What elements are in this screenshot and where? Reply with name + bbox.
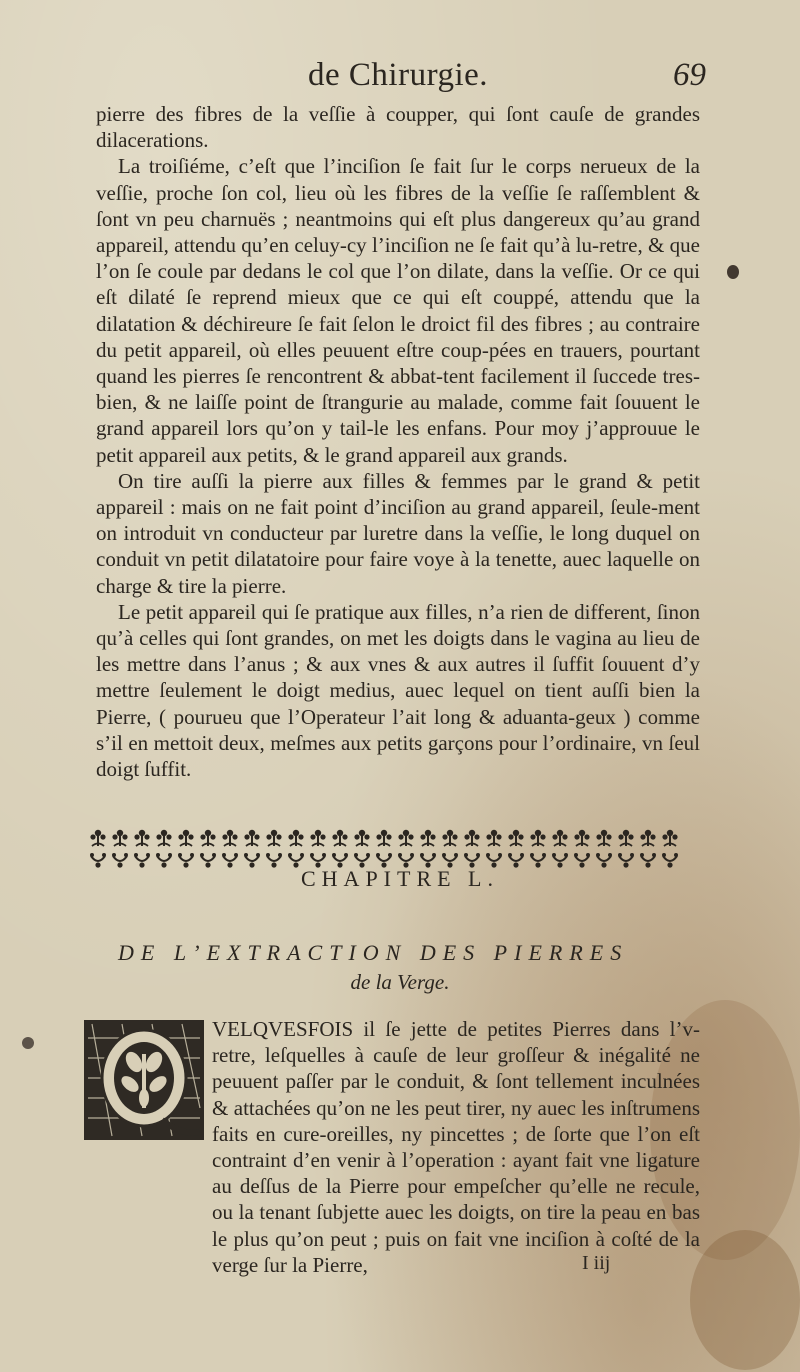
chapter-body <box>96 1016 700 1278</box>
paragraph: On tire auſſi la pierre aux filles & femmes par le grand & petit appareil : mais on ne fait point d’inciſion au grand appareil, ſeule-ment on introduit vn conducteur par luretre dans la veſſie, le long duquel on conduit vn petit dilatatoire pour faire voye à la tenette, auec laquelle on charge & tire la pierre. <box>96 468 700 598</box>
page-number: 69 <box>673 57 706 93</box>
paper-stain <box>690 1230 800 1370</box>
chapter-heading: CHAPITRE L. <box>301 866 499 891</box>
paragraph: La troiſiéme, c’eſt que l’inciſion ſe fait ſur le corps nerueux de la veſſie, proche ſon col, lieu où les fibres de la veſſie ſe raſſemblent & ſont vn peu charnuës ; neantmoins qui eſt plus dangereux qu’au grand appareil, attendu qu’en celuy-cy l’inciſion ne ſe fait qu’à lu-retre, & que l’on ſe coule par dedans le col que l’on dilate, dans la veſſie. Or ce qui eſt dilaté ſe reprend mieux que ce qui eſt couppé, attendu que la dilatation & déchireure ſe fait ſelon le droict fil des fibres ; au contraire du petit appareil, où elles peuuent eſtre coup-pées en trauers, pourtant quand les pierres ſe rencontrent & abbat-tent facilement il ſuccede tres-bien, & ne laiſſe point de ſtrangurie au malade, comme fait ſouuent le grand appareil lors qu’on y tail-le les enfans. Pour moy j’approuue le petit appareil aux petits, & le grand appareil aux grands. <box>96 154 700 467</box>
running-head: de Chirurgie. <box>308 57 489 93</box>
ink-blot <box>22 1037 34 1049</box>
body-text <box>96 101 700 782</box>
chapter-subtitle: de la Verge. <box>350 970 450 994</box>
ink-blot <box>727 265 739 279</box>
page-header <box>96 52 706 102</box>
chapter-paragraph: VELQVESFOIS il ſe jette de petites Pierres dans l’v-retre, leſquelles à cauſe de leur groſſeur & inégalité ne peuuent paſſer par le conduit, & ſont tellement inculnées & attachées qu’on ne les peut tirer, ny auec les inſtrumens faits en cure-oreilles, ny pincettes ; de ſorte que l’on eſt contraint d’en venir à l’operation : ayant fait vne ligature au deſſus de la Pierre pour empeſcher qu’elle ne recule, ou la tenant ſubjette auec les doigts, on tire la peau en bas le plus qu’on peut ; puis on fait vne inciſion à coſté de la verge ſur la Pierre, <box>212 1017 700 1277</box>
paragraph: Le petit appareil qui ſe pratique aux filles, n’a rien de different, ſinon qu’à celles qui ſont grandes, on met les doigts dans le vagina au lieu de les mettre dans l’anus ; & aux vnes & aux autres il ſuffit ſouuent d’y mettre ſeulement le doigt medius, auec lequel on tient auſſi bien la Pierre, ( pourueu que l’Operateur l’ait long & aduanta-geux ) comme s’il en mettoit deux, meſmes aux petits garçons pour l’ordinaire, vn ſeul doigt ſuffit. <box>96 599 700 782</box>
signature-mark: I iij <box>582 1252 611 1274</box>
chapter-title: DE L’EXTRACTION DES PIERRES <box>118 940 629 965</box>
paragraph: pierre des fibres de la veſſie à coupper, qui ſont cauſe de grandes dilacerations. <box>96 102 700 153</box>
